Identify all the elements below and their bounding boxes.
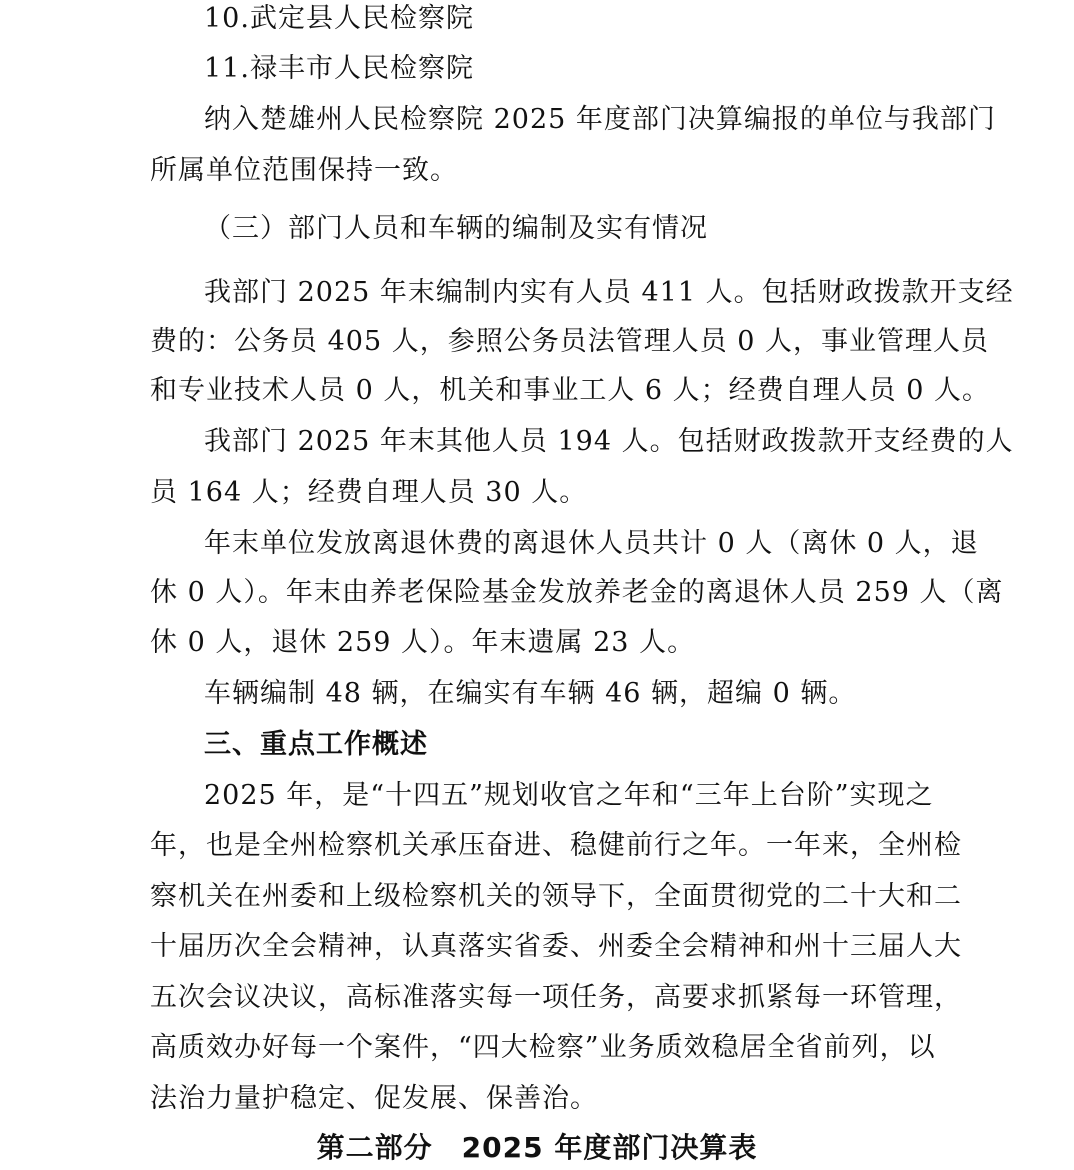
paragraph-line: 十届历次全会精神，认真落实省委、州委全会精神和州十三届人大	[150, 931, 962, 962]
paragraph-line: 纳入楚雄州人民检察院 2025 年度部门决算编报的单位与我部门	[204, 104, 996, 135]
paragraph-line: 和专业技术人员 0 人，机关和事业工人 6 人；经费自理人员 0 人。	[150, 375, 991, 406]
section-heading: 三、重点工作概述	[204, 729, 428, 760]
section-subtitle: （三）部门人员和车辆的编制及实有情况	[204, 213, 708, 244]
paragraph-line: 休 0 人）。年末由养老保险基金发放养老金的离退休人员 259 人（离	[150, 577, 1004, 608]
paragraph-line: 我部门 2025 年末其他人员 194 人。包括财政拨款开支经费的人	[204, 426, 1014, 457]
paragraph-line: 法治力量护稳定、促发展、保善治。	[150, 1083, 598, 1114]
paragraph-line: 休 0 人，退休 259 人）。年末遗属 23 人。	[150, 627, 696, 658]
paragraph-line: 年末单位发放离退休费的离退休人员共计 0 人（离休 0 人，退	[204, 528, 979, 559]
list-item: 10.武定县人民检察院	[204, 3, 474, 34]
part-title: 第二部分 2025 年度部门决算表	[316, 1131, 758, 1164]
paragraph-line: 五次会议决议，高标准落实每一项任务，高要求抓紧每一环管理，	[150, 982, 962, 1013]
paragraph-line: 2025 年，是“十四五”规划收官之年和“三年上台阶”实现之	[204, 780, 934, 811]
list-item: 11.禄丰市人民检察院	[204, 53, 474, 84]
paragraph-line: 费的：公务员 405 人，参照公务员法管理人员 0 人，事业管理人员	[150, 326, 990, 357]
paragraph-line: 年，也是全州检察机关承压奋进、稳健前行之年。一年来，全州检	[150, 830, 962, 861]
paragraph-line: 车辆编制 48 辆，在编实有车辆 46 辆，超编 0 辆。	[204, 678, 857, 709]
paragraph-line: 员 164 人；经费自理人员 30 人。	[150, 477, 588, 508]
paragraph-line: 我部门 2025 年末编制内实有人员 411 人。包括财政拨款开支经	[204, 277, 1014, 308]
paragraph-line: 察机关在州委和上级检察机关的领导下，全面贯彻党的二十大和二	[150, 881, 962, 912]
paragraph-line: 高质效办好每一个案件，“四大检察”业务质效稳居全省前列，以	[150, 1032, 936, 1063]
paragraph-line: 所属单位范围保持一致。	[150, 155, 458, 186]
